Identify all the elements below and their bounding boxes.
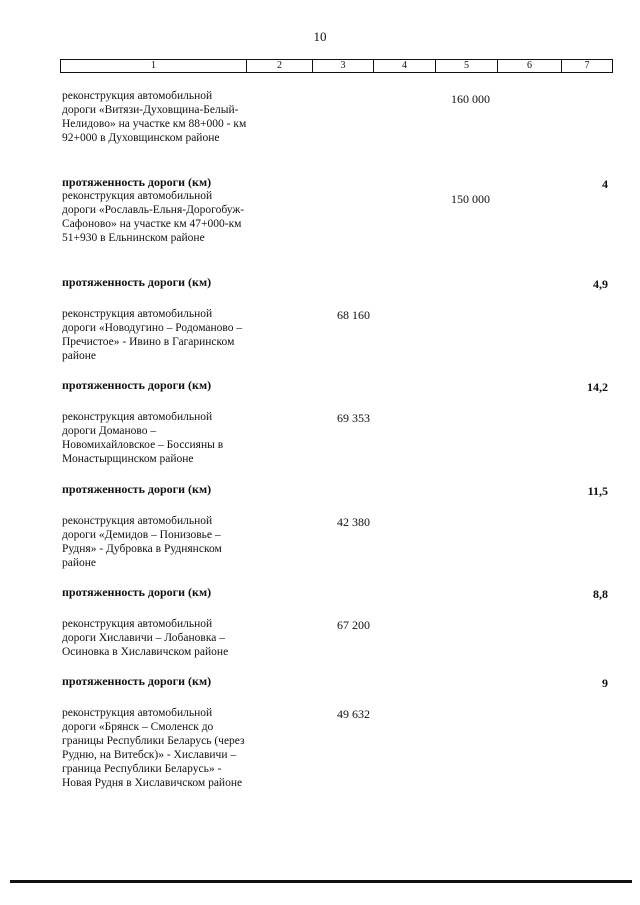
length-label-2: протяженность дороги (км) [62,275,212,289]
length-value-2: 4,9 [593,277,608,291]
amount-3: 68 160 [337,308,370,322]
header-col-7: 7 [562,60,613,73]
length-label-4: протяженность дороги (км) [62,482,212,496]
amount-6: 67 200 [337,618,370,632]
header-col-5: 5 [436,60,498,73]
header-col-1: 1 [61,60,247,73]
header-col-6: 6 [498,60,562,73]
length-label-6: протяженность дороги (км) [62,674,212,688]
road-description-5: реконструкция автомобильной дороги «Демидов – Понизовье – Рудня» - Дубровка в Руднянском районе [62,515,222,569]
header-col-3: 3 [313,60,374,73]
length-value-4: 11,5 [587,484,608,498]
bottom-rule [10,880,632,883]
page-number: 10 [313,29,327,44]
length-value-5: 8,8 [593,587,608,601]
header-col-2: 2 [247,60,313,73]
length-value-3: 14,2 [587,380,608,394]
length-label-3: протяженность дороги (км) [62,378,212,392]
header-col-4: 4 [374,60,436,73]
road-description-1: реконструкция автомобильной дороги «Витязи-Духовщина-Белый-Нелидово» на участке км 88+000 - км 92+000 в Духовщинском районе [62,90,247,144]
road-description-6: реконструкция автомобильной дороги Хиславичи – Лобановка – Осиновка в Хиславичском районе [62,618,229,658]
amount-5: 42 380 [337,515,370,529]
table-header-row [60,59,613,73]
amount-1: 160 000 [451,92,490,106]
length-label-5: протяженность дороги (км) [62,585,212,599]
amount-7: 49 632 [337,707,370,721]
road-description-4: реконструкция автомобильной дороги Доманово – Новомихайловское – Боссияны в Монастырщинском районе [62,411,224,465]
road-description-3: реконструкция автомобильной дороги «Новодугино – Родоманово – Пречистое» - Ивино в Гагаринском районе [62,308,243,362]
length-label-1: протяженность дороги (км) [62,175,212,189]
road-description-2: реконструкция автомобильной дороги «Рославль-Ельня-Дорогобуж-Сафоново» на участке км 47+000-км 51+930 в Ельнинском районе [62,190,245,244]
length-value-1: 4 [602,177,608,191]
amount-4: 69 353 [337,411,370,425]
amount-2: 150 000 [451,192,490,206]
road-description-7: реконструкция автомобильной дороги «Брянск – Смоленск до границы Республики Беларусь (через Рудню, на Витебск)» - Хиславичи – граница Республики Беларусь» - Новая Рудня в Хиславичском районе [62,707,245,789]
length-value-6: 9 [602,676,608,690]
